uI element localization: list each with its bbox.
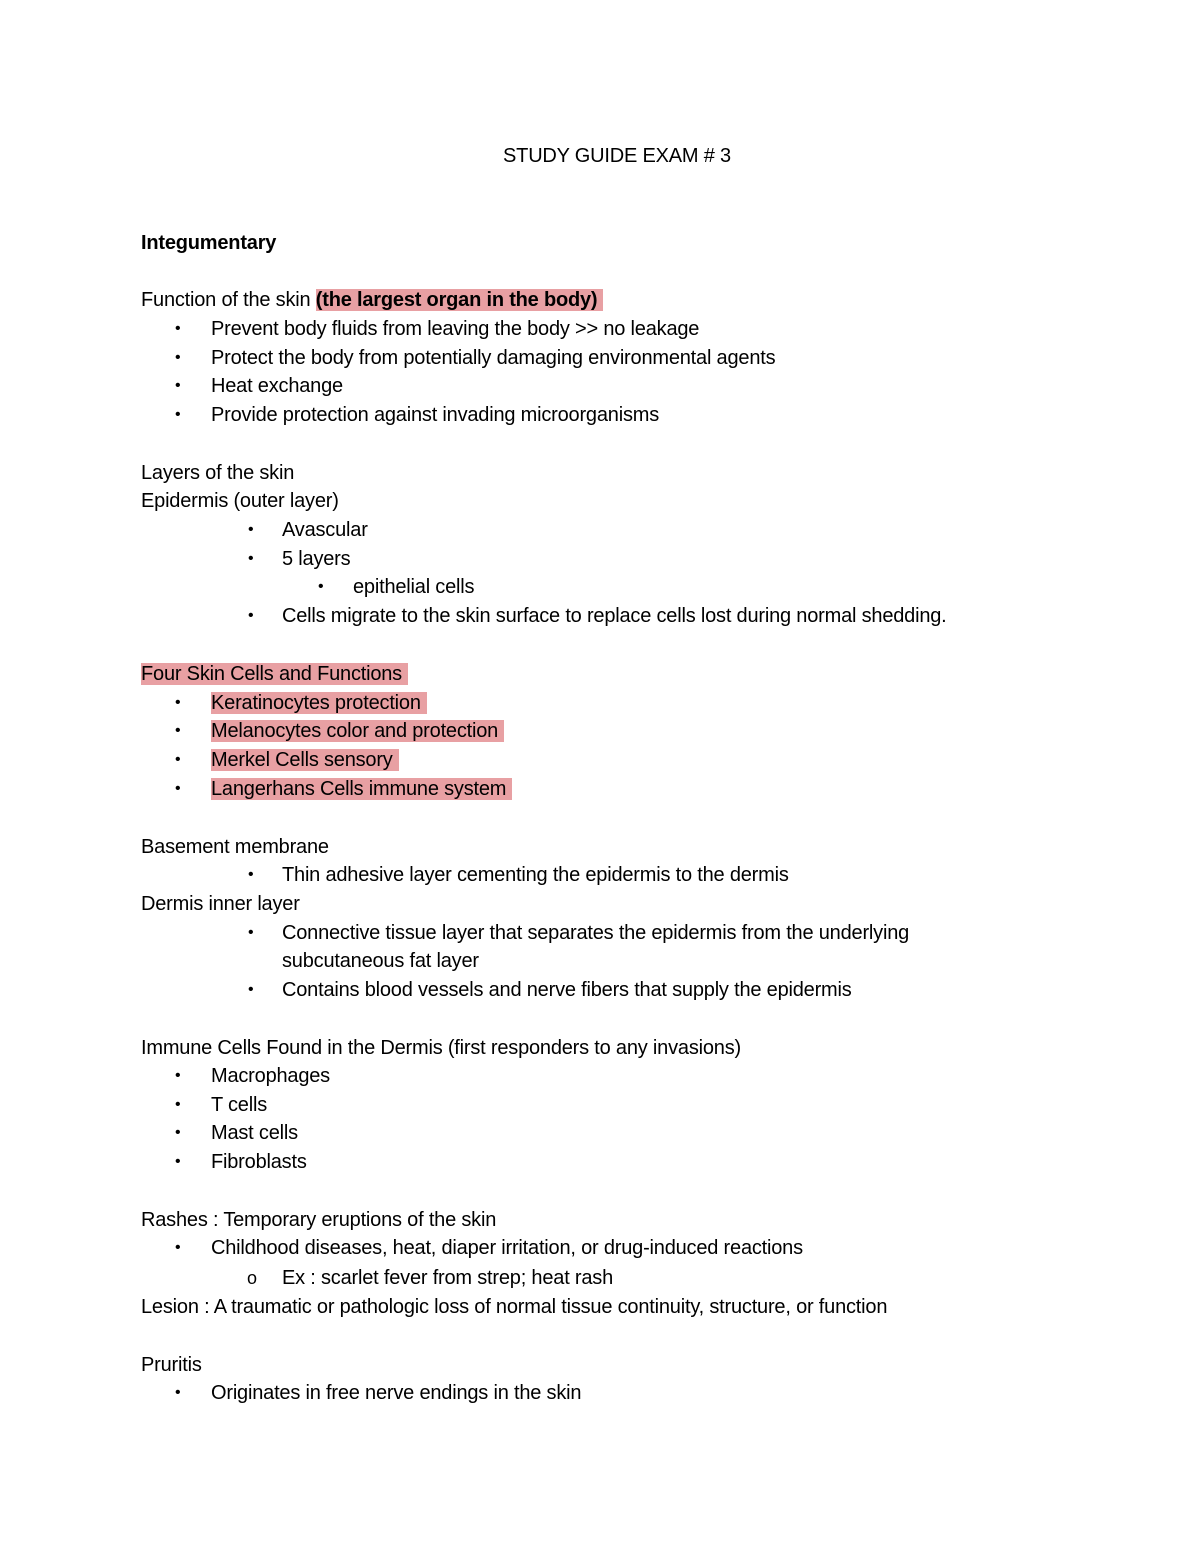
- bullet-icon: •: [248, 981, 254, 998]
- list-item: Provide protection against invading microorganisms: [211, 404, 660, 426]
- layers-heading: Layers of the skin: [141, 462, 295, 484]
- skin-cells-heading: [141, 660, 408, 688]
- bullet-icon: •: [175, 320, 181, 337]
- bullet-icon: •: [248, 866, 254, 883]
- circle-bullet-icon: o: [247, 1268, 258, 1288]
- dermis-heading: Dermis inner layer: [141, 893, 300, 915]
- bullet-icon: •: [175, 751, 181, 768]
- bullet-icon: •: [248, 550, 254, 567]
- lesion-line: Lesion : A traumatic or pathologic loss of normal tissue continuity, structure, or function: [141, 1296, 888, 1318]
- function-highlight: (the largest organ in the body): [316, 289, 604, 311]
- bullet-icon: •: [175, 1096, 181, 1113]
- epidermis-heading: Epidermis (outer layer): [141, 490, 339, 512]
- list-item: T cells: [211, 1094, 268, 1116]
- immune-heading: Immune Cells Found in the Dermis (first responders to any invasions): [141, 1037, 741, 1059]
- list-item: Cells migrate to the skin surface to replace cells lost during normal shedding.: [282, 605, 947, 627]
- list-item: Contains blood vessels and nerve fibers that supply the epidermis: [282, 979, 852, 1001]
- list-item: Fibroblasts: [211, 1151, 307, 1173]
- list-item: Thin adhesive layer cementing the epidermis to the dermis: [282, 864, 789, 886]
- list-item: Avascular: [282, 519, 368, 541]
- list-item: [211, 689, 427, 717]
- list-item: Prevent body fluids from leaving the body >> no leakage: [211, 318, 700, 340]
- pruritis-heading: Pruritis: [141, 1354, 202, 1376]
- list-item: [211, 775, 512, 803]
- list-item: Heat exchange: [211, 375, 343, 397]
- basement-heading: Basement membrane: [141, 836, 329, 858]
- bullet-icon: •: [175, 406, 181, 423]
- bullet-icon: •: [175, 377, 181, 394]
- bullet-icon: •: [175, 694, 181, 711]
- bullet-icon: •: [175, 1239, 181, 1256]
- bullet-icon: •: [175, 1124, 181, 1141]
- list-item: 5 layers: [282, 548, 351, 570]
- list-item: Childhood diseases, heat, diaper irritation, or drug-induced reactions: [211, 1237, 803, 1259]
- list-item-text: Langerhans Cells immune system: [211, 778, 512, 800]
- bullet-icon: •: [175, 722, 181, 739]
- bullet-icon: •: [175, 1384, 181, 1401]
- list-item: [211, 746, 399, 774]
- list-item: epithelial cells: [353, 576, 475, 598]
- section-heading: Integumentary: [141, 232, 277, 254]
- bullet-icon: •: [175, 780, 181, 797]
- bullet-icon: •: [248, 607, 254, 624]
- list-item: Macrophages: [211, 1065, 330, 1087]
- list-item: Protect the body from potentially damaging environmental agents: [211, 347, 776, 369]
- list-item-text: Keratinocytes protection: [211, 692, 427, 714]
- list-item: Originates in free nerve endings in the skin: [211, 1382, 582, 1404]
- page-title: STUDY GUIDE EXAM # 3: [503, 145, 731, 167]
- function-heading-text: Function of the skin: [141, 289, 316, 311]
- skin-cells-heading-text: Four Skin Cells and Functions: [141, 663, 408, 685]
- list-item: [211, 717, 504, 745]
- bullet-icon: •: [318, 578, 324, 595]
- bullet-icon: •: [175, 349, 181, 366]
- list-item-text: Melanocytes color and protection: [211, 720, 504, 742]
- bullet-icon: •: [175, 1153, 181, 1170]
- list-item-text: Merkel Cells sensory: [211, 749, 399, 771]
- list-item: Ex : scarlet fever from strep; heat rash: [282, 1267, 614, 1289]
- list-item: Mast cells: [211, 1122, 298, 1144]
- bullet-icon: •: [248, 924, 254, 941]
- bullet-icon: •: [248, 521, 254, 538]
- list-item: Connective tissue layer that separates the epidermis from the underlying: [282, 922, 910, 944]
- list-item-continuation: subcutaneous fat layer: [282, 950, 479, 972]
- bullet-icon: •: [175, 1067, 181, 1084]
- rashes-heading: Rashes : Temporary eruptions of the skin: [141, 1209, 497, 1231]
- function-heading: [141, 286, 603, 314]
